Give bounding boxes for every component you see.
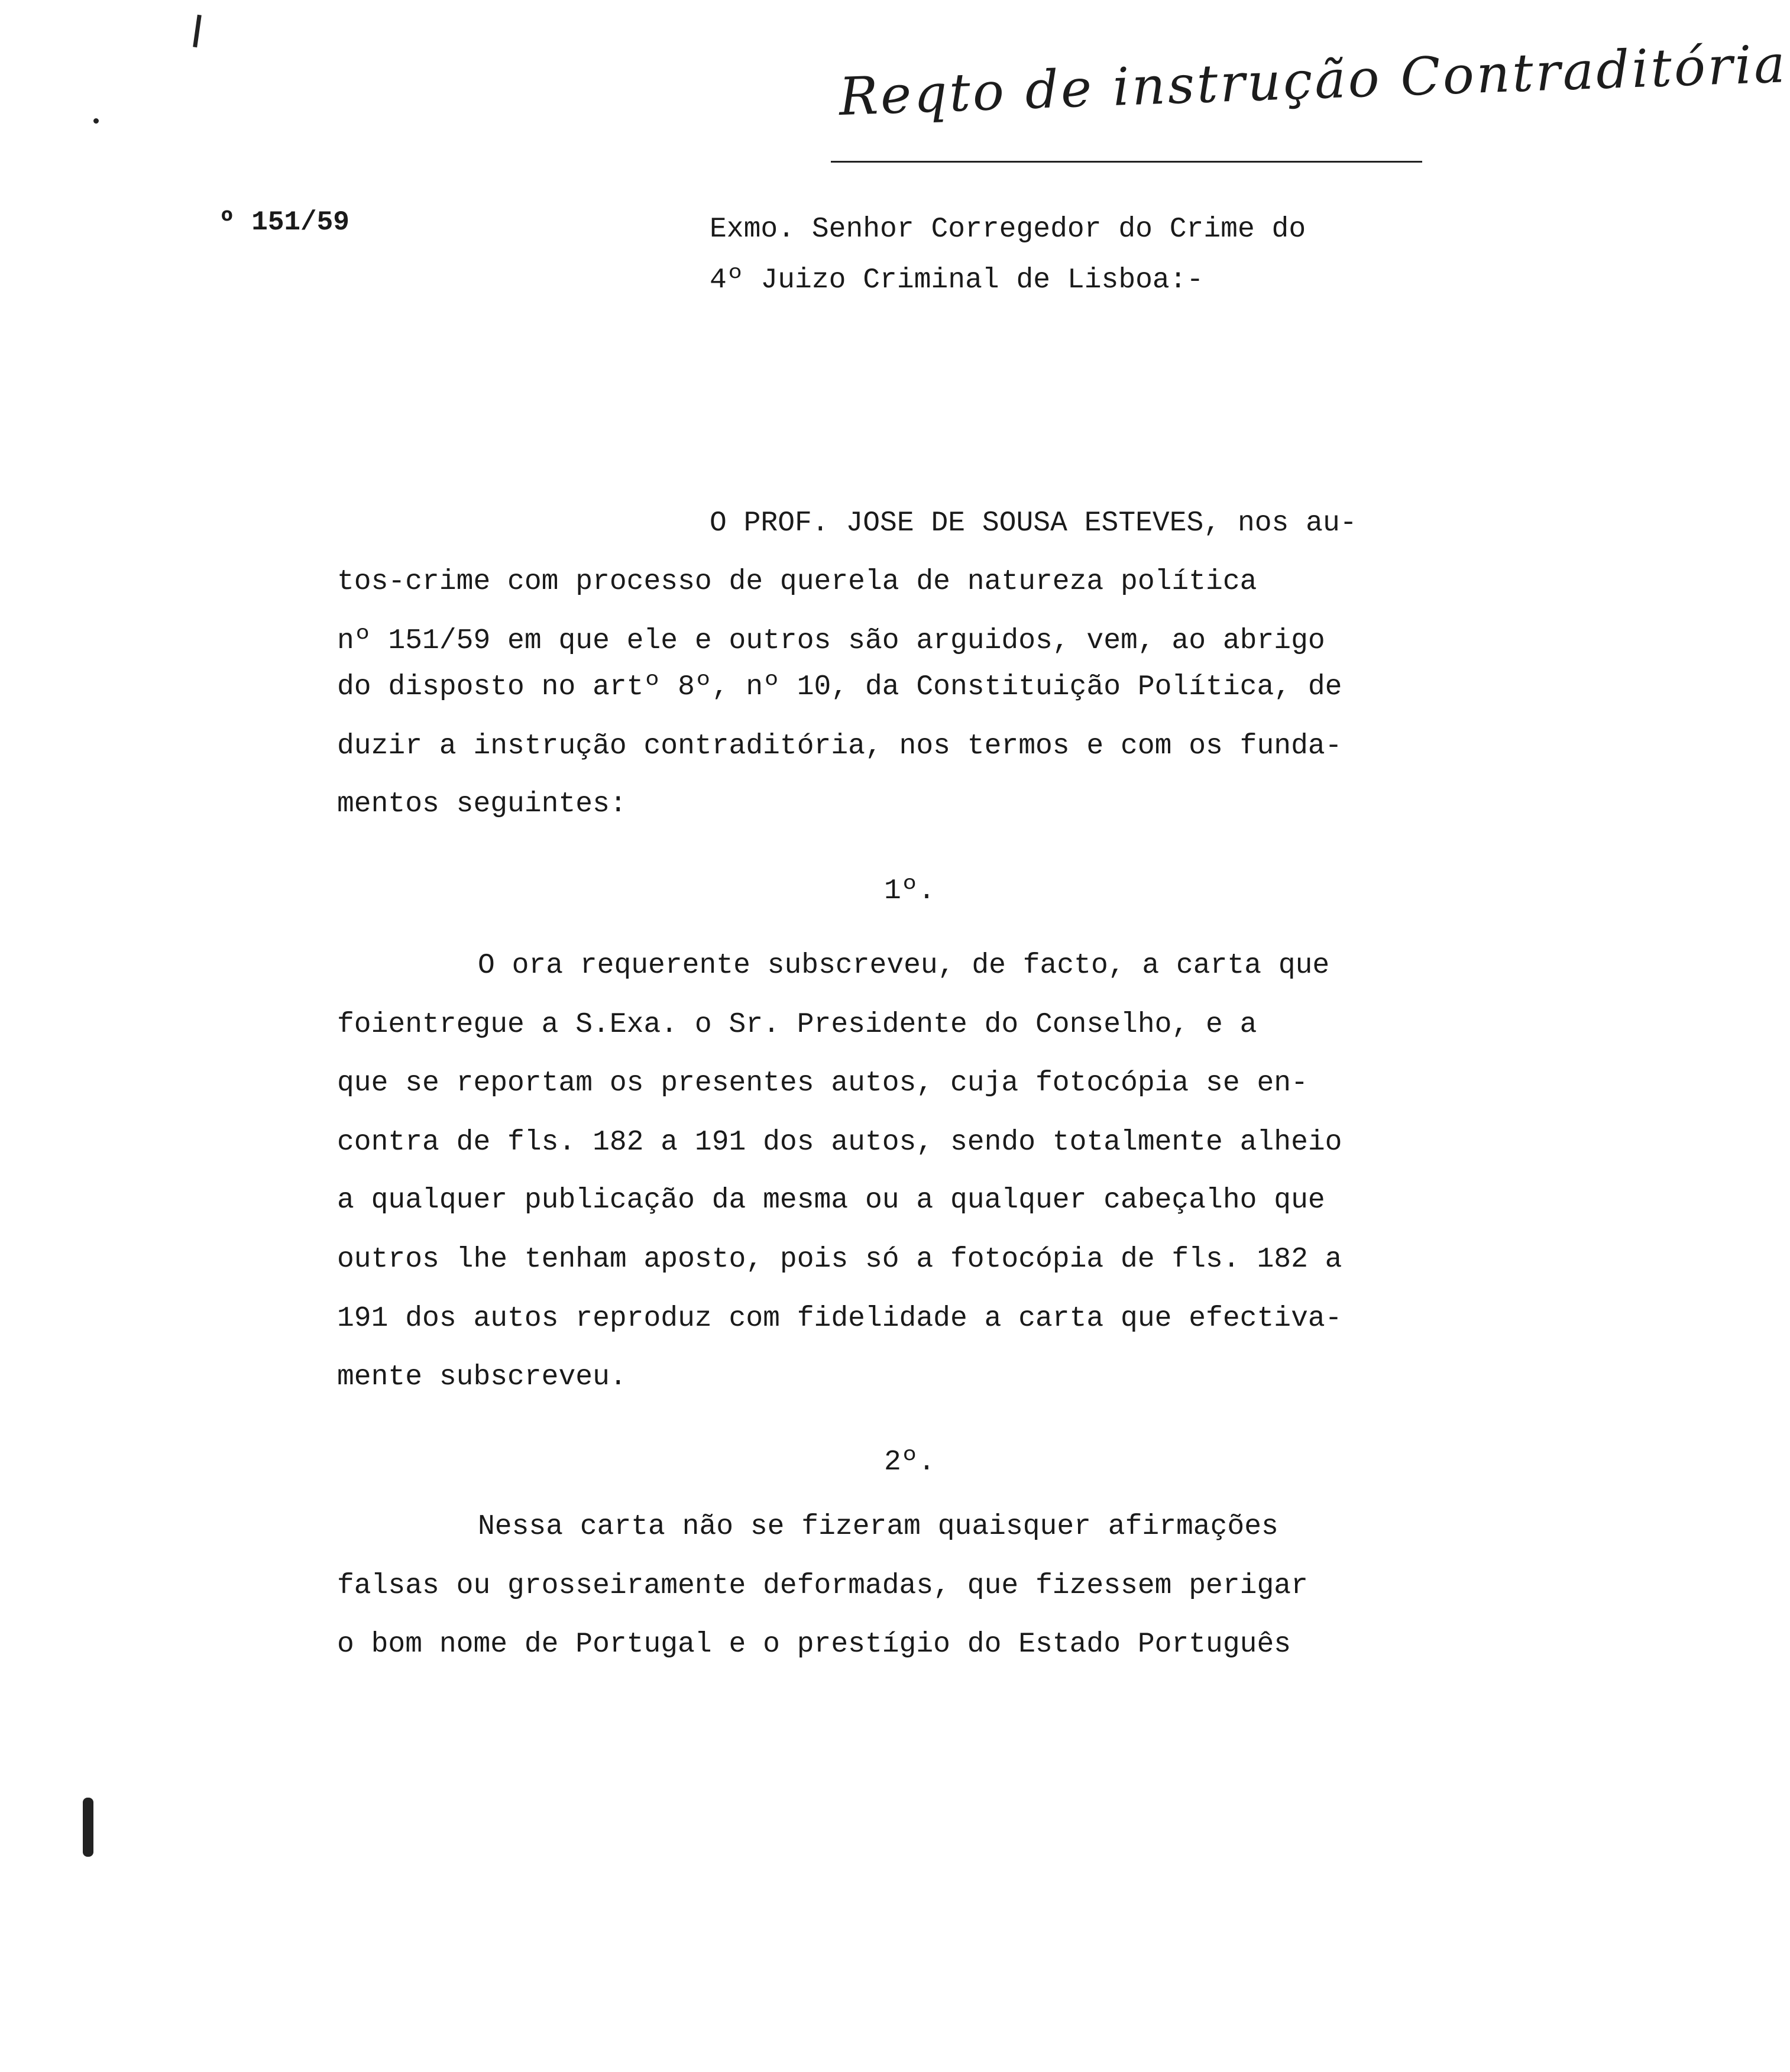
section-number: 1º. [884, 875, 936, 907]
paragraph-line: que se reportam os presentes autos, cuja fotocópia se en- [337, 1067, 1308, 1099]
handwritten-annotation: Reqto de instrução Contraditória [837, 33, 1789, 128]
section-number: 2º. [884, 1446, 936, 1478]
paragraph-line: a qualquer publicação da mesma ou a qualquer cabeçalho que [337, 1184, 1325, 1216]
addressee-line: Exmo. Senhor Corregedor do Crime do [710, 213, 1306, 245]
paragraph-line: o bom nome de Portugal e o prestígio do Estado Português [337, 1629, 1291, 1660]
paragraph-line: Nessa carta não se fizeram quaisquer afirmações [478, 1511, 1278, 1543]
binding-hole-mark [83, 1798, 93, 1857]
paragraph-line: outros lhe tenham aposto, pois só a fotocópia de fls. 182 a [337, 1244, 1342, 1275]
paragraph-line: contra de fls. 182 a 191 dos autos, sendo totalmente alheio [337, 1126, 1342, 1158]
addressee-line: 4º Juizo Criminal de Lisboa:- [710, 264, 1204, 296]
paragraph-line: O ora requerente subscreveu, de facto, a carta que [478, 950, 1330, 982]
paragraph-line: mentos seguintes: [337, 788, 627, 820]
paragraph-line: mente subscreveu. [337, 1361, 627, 1393]
ink-speck [93, 118, 99, 124]
ink-speck [193, 15, 202, 47]
paragraph-line: 191 dos autos reproduz com fidelidade a carta que efectiva- [337, 1303, 1342, 1335]
paragraph-line: falsas ou grosseiramente deformadas, que fizessem perigar [337, 1570, 1308, 1602]
paragraph-line: tos-crime com processo de querela de natureza política [337, 566, 1257, 598]
paragraph-line: do disposto no artº 8º, nº 10, da Constituição Política, de [337, 671, 1342, 703]
handwritten-underline [831, 161, 1422, 163]
paragraph-line: foientregue a S.Exa. o Sr. Presidente do Conselho, e a [337, 1009, 1257, 1041]
process-reference: º 151/59 [219, 207, 349, 238]
paragraph-line: O PROF. JOSE DE SOUSA ESTEVES, nos au- [710, 507, 1357, 539]
paragraph-line: duzir a instrução contraditória, nos termos e com os funda- [337, 730, 1342, 762]
paragraph-line: nº 151/59 em que ele e outros são arguidos, vem, ao abrigo [337, 625, 1325, 657]
